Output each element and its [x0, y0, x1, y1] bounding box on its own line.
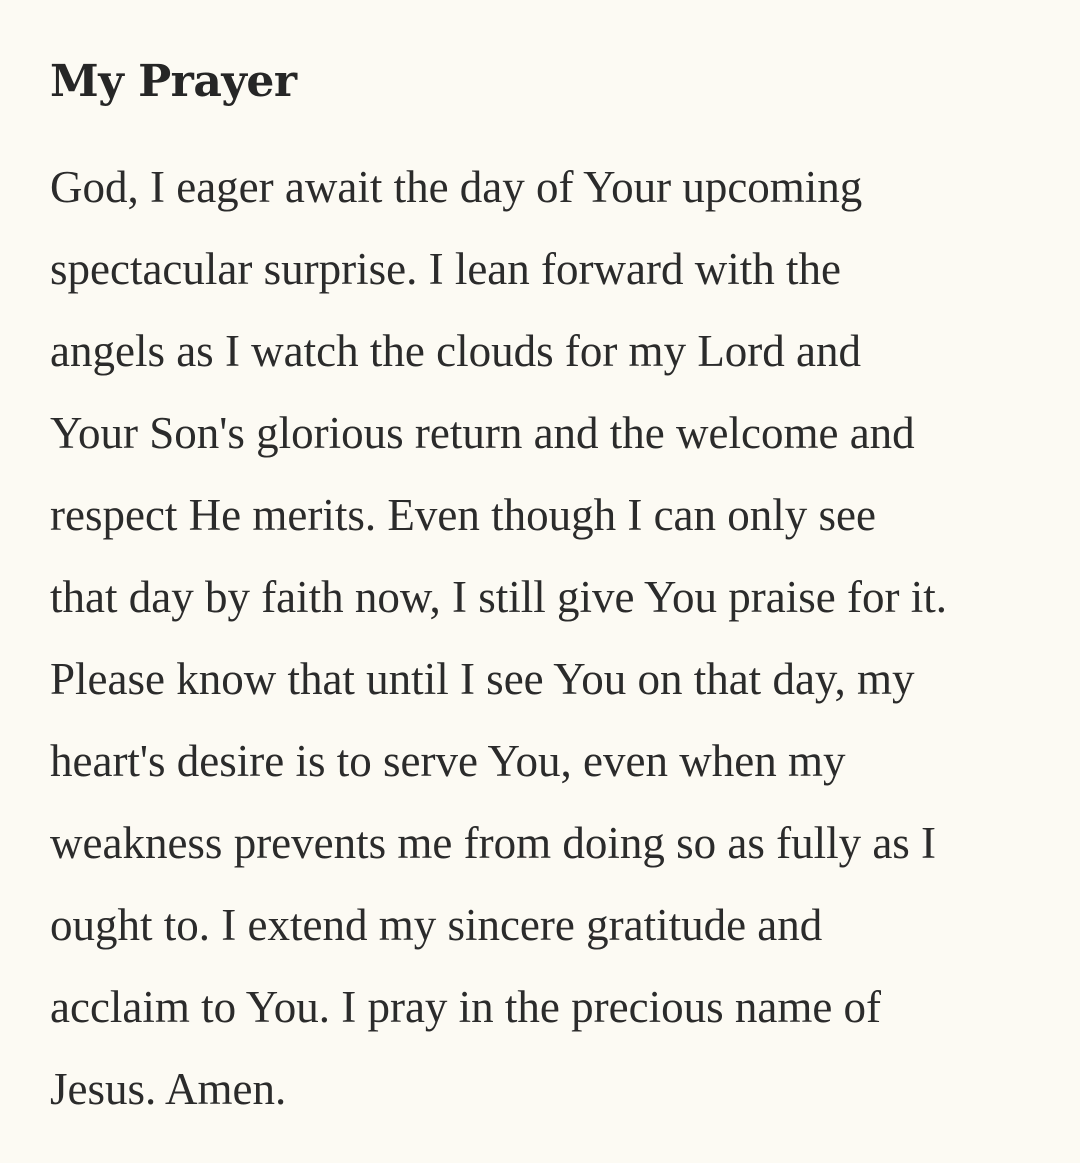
prayer-line: that day by faith now, I still give You praise for it. [50, 572, 947, 622]
prayer-line: Jesus. Amen. [50, 1064, 287, 1114]
prayer-line: angels as I watch the clouds for my Lord and [50, 326, 862, 376]
prayer-heading: My Prayer [50, 56, 297, 107]
prayer-line: respect He merits. Even though I can only see [50, 490, 876, 540]
prayer-line: acclaim to You. I pray in the precious name of [50, 982, 882, 1032]
prayer-line: weakness prevents me from doing so as fully as I [50, 818, 937, 868]
prayer-line: God, I eager await the day of Your upcoming [50, 162, 863, 212]
prayer-line: Please know that until I see You on that day, my [50, 654, 915, 704]
prayer-paragraph [50, 146, 1050, 1130]
prayer-line: heart's desire is to serve You, even when my [50, 736, 846, 786]
prayer-line: ought to. I extend my sincere gratitude and [50, 900, 823, 950]
prayer-line: spectacular surprise. I lean forward with the [50, 244, 841, 294]
prayer-line: Your Son's glorious return and the welcome and [50, 408, 915, 458]
